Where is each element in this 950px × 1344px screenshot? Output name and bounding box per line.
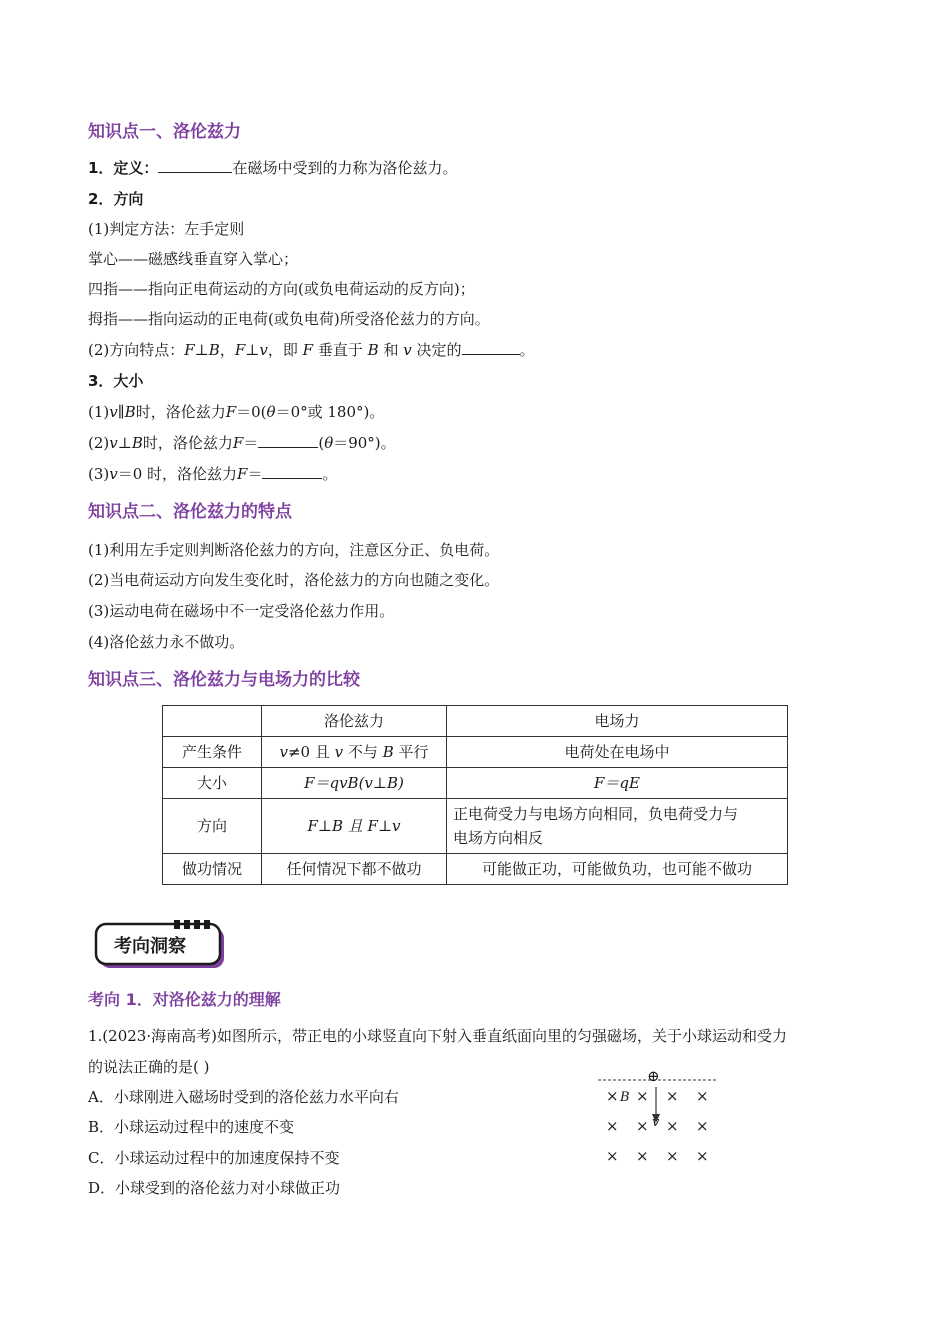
feature-item-1: (1)利用左手定则判断洛伦兹力的方向，注意区分正、负电荷。 xyxy=(88,541,500,559)
option-a[interactable]: A．小球刚进入磁场时受到的洛伦兹力水平向右 xyxy=(88,1088,399,1106)
direction-method: (1)判定方法：左手定则 xyxy=(88,220,245,238)
table-cell: F⊥B 且 F⊥v xyxy=(262,799,447,854)
table-cell: 电荷处在电场中 xyxy=(447,737,788,768)
table-header-row xyxy=(163,706,788,737)
question-line-2: 的说法正确的是( ) xyxy=(88,1058,210,1076)
field-cross-icon: × xyxy=(696,1117,709,1135)
feature-item-2: (2)当电荷运动方向发生变化时，洛伦兹力的方向也随之变化。 xyxy=(88,571,500,589)
blank xyxy=(262,464,322,479)
section-badge xyxy=(94,920,228,970)
table-header-cell xyxy=(163,706,262,737)
field-cross-icon: × xyxy=(606,1147,619,1165)
badge-label: 考向洞察 xyxy=(114,936,186,957)
thumb-rule: 拇指——指向运动的正电荷(或负电荷)所受洛伦兹力的方向。 xyxy=(88,310,490,328)
size-case-1: (1)v∥B时，洛伦兹力F＝0(θ＝0°或 180°)。 xyxy=(88,403,385,421)
row-label: 做功情况 xyxy=(163,854,262,885)
table-cell: v≠0 且 v 不与 B 平行 xyxy=(262,737,447,768)
table-cell: 正电荷受力与电场方向相同，负电荷受力与 电场方向相反 xyxy=(447,799,788,854)
row-label: 方向 xyxy=(163,799,262,854)
table-cell: 任何情况下都不做功 xyxy=(262,854,447,885)
v-label: v xyxy=(652,1115,660,1130)
comparison-table xyxy=(162,705,788,885)
definition-line: 1．定义： 在磁场中受到的力称为洛伦兹力。 xyxy=(88,159,458,177)
table-row xyxy=(163,854,788,885)
option-b[interactable]: B．小球运动过程中的速度不变 xyxy=(88,1118,295,1136)
palm-rule: 掌心——磁感线垂直穿入掌心； xyxy=(88,250,299,268)
option-d[interactable]: D．小球受到的洛伦兹力对小球做正功 xyxy=(88,1179,341,1197)
table-row xyxy=(163,799,788,854)
magnetic-field-figure xyxy=(596,1068,726,1168)
field-cross-icon: × xyxy=(636,1087,649,1105)
field-cross-icon: × xyxy=(636,1147,649,1165)
blank xyxy=(158,158,232,173)
field-cross-icon: × xyxy=(696,1087,709,1105)
size-heading: 3．大小 xyxy=(88,372,144,390)
field-cross-icon: × xyxy=(606,1117,619,1135)
section1-title: 知识点一、洛伦兹力 xyxy=(88,122,241,142)
b-label: B xyxy=(620,1090,630,1105)
section2-title: 知识点二、洛伦兹力的特点 xyxy=(88,502,292,522)
positive-charge-icon: ⊕ xyxy=(647,1067,660,1085)
row-label: 大小 xyxy=(163,768,262,799)
table-row xyxy=(163,737,788,768)
size-case-2: (2)v⊥B时，洛伦兹力F＝ (θ＝90°)。 xyxy=(88,434,396,452)
option-c[interactable]: C．小球运动过程中的加速度保持不变 xyxy=(88,1149,340,1167)
field-cross-icon: × xyxy=(666,1087,679,1105)
table-cell: F＝qE xyxy=(447,768,788,799)
blank xyxy=(462,340,520,355)
table-cell: 可能做正功，可能做负功，也可能不做功 xyxy=(447,854,788,885)
blank xyxy=(258,433,318,448)
table-cell: F＝qvB(v⊥B) xyxy=(262,768,447,799)
row-label: 产生条件 xyxy=(163,737,262,768)
field-cross-icon: × xyxy=(636,1117,649,1135)
question-line-1: 1.(2023·海南高考)如图所示，带正电的小球竖直向下射入垂直纸面向里的匀强磁场，关于小球运动和受力 xyxy=(88,1027,787,1045)
field-cross-icon: × xyxy=(606,1087,619,1105)
table-row xyxy=(163,768,788,799)
feature-item-4: (4)洛伦兹力永不做功。 xyxy=(88,633,245,651)
direction-feature: (2)方向特点：F⊥B，F⊥v，即 F 垂直于 B 和 v 决定的 。 xyxy=(88,341,535,359)
direction-heading: 2．方向 xyxy=(88,190,144,208)
feature-item-3: (3)运动电荷在磁场中不一定受洛伦兹力作用。 xyxy=(88,602,395,620)
fingers-rule: 四指——指向正电荷运动的方向(或负电荷运动的反方向)； xyxy=(88,280,475,298)
field-cross-icon: × xyxy=(696,1147,709,1165)
table-header-cell: 电场力 xyxy=(447,706,788,737)
table-header-cell: 洛伦兹力 xyxy=(262,706,447,737)
size-case-3: (3)v＝0 时，洛伦兹力F＝ 。 xyxy=(88,465,338,483)
topic-title: 考向 1．对洛伦兹力的理解 xyxy=(88,990,281,1009)
field-cross-icon: × xyxy=(666,1117,679,1135)
section3-title: 知识点三、洛伦兹力与电场力的比较 xyxy=(88,670,360,690)
field-cross-icon: × xyxy=(666,1147,679,1165)
